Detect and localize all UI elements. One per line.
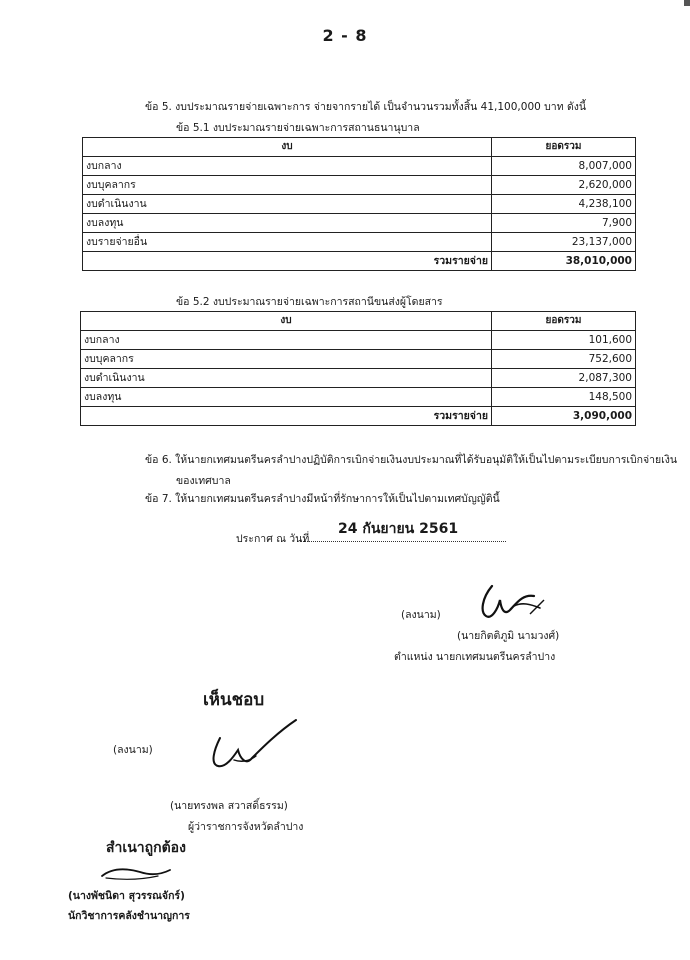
clause-6-text-cont: ของเทศบาล	[176, 475, 231, 487]
row-amount: 4,238,100	[492, 195, 636, 214]
signature-governor	[200, 716, 310, 774]
row-amount: 2,087,300	[492, 369, 636, 388]
table-row	[81, 350, 636, 369]
announce-date: 24 กันยายน 2561	[338, 521, 459, 537]
budget-table-5-2	[80, 311, 636, 426]
total-label: รวมรายจ่าย	[81, 407, 492, 426]
row-amount: 148,500	[492, 388, 636, 407]
announce-label: ประกาศ ณ วันที่	[236, 533, 310, 545]
row-amount: 101,600	[492, 331, 636, 350]
sign-label-governor: (ลงนาม)	[113, 744, 153, 756]
signer-position-certifier: นักวิชาการคลังชำนาญการ	[68, 910, 190, 922]
row-amount: 7,900	[492, 214, 636, 233]
table-row	[83, 214, 636, 233]
certified-heading: สำเนาถูกต้อง	[106, 840, 186, 856]
table-row	[81, 331, 636, 350]
table-total-row	[83, 252, 636, 271]
total-amount: 3,090,000	[492, 407, 636, 426]
row-label: งบบุคลากร	[81, 350, 492, 369]
table-header-row	[81, 312, 636, 331]
signer-name-governor: (นายทรงพล สวาสดิ์ธรรม)	[170, 800, 288, 812]
row-label: งบลงทุน	[81, 388, 492, 407]
clause-6-text: ข้อ 6. ให้นายกเทศมนตรีนครลำปางปฏิบัติการเบิกจ่ายเงินงบประมาณที่ได้รับอนุมัติให้เป็นไปตามระเบียบการเบิกจ่ายเงิน	[145, 454, 678, 466]
row-label: งบกลาง	[83, 157, 492, 176]
table-header-row	[83, 138, 636, 157]
signer-name-certifier: (นางพัชนิดา สุวรรณจักร์)	[68, 890, 185, 902]
row-label: งบกลาง	[81, 331, 492, 350]
row-amount: 23,137,000	[492, 233, 636, 252]
signer-position-governor: ผู้ว่าราชการจังหวัดลำปาง	[188, 821, 304, 833]
total-label: รวมรายจ่าย	[83, 252, 492, 271]
signer-name-mayor: (นายกิตติภูมิ นามวงศ์)	[457, 630, 560, 642]
table-row	[83, 195, 636, 214]
signature-certifier	[96, 862, 176, 884]
scan-corner-mark	[684, 0, 690, 6]
table-row	[83, 157, 636, 176]
table-row	[83, 233, 636, 252]
column-header-total: ยอดรวม	[492, 312, 636, 331]
signer-position-mayor: ตำแหน่ง นายกเทศมนตรีนครลำปาง	[394, 651, 556, 663]
row-label: งบรายจ่ายอื่น	[83, 233, 492, 252]
column-header-item: งบ	[81, 312, 492, 331]
sign-label-mayor: (ลงนาม)	[401, 609, 441, 621]
column-header-item: งบ	[83, 138, 492, 157]
row-label: งบบุคลากร	[83, 176, 492, 195]
row-amount: 2,620,000	[492, 176, 636, 195]
row-label: งบดำเนินงาน	[83, 195, 492, 214]
budget-table-5-1	[82, 137, 636, 271]
table-total-row	[81, 407, 636, 426]
section-5-2-title: ข้อ 5.2 งบประมาณรายจ่ายเฉพาะการสถานีขนส่งผู้โดยสาร	[176, 296, 443, 308]
table-row	[81, 388, 636, 407]
row-label: งบลงทุน	[83, 214, 492, 233]
row-amount: 8,007,000	[492, 157, 636, 176]
section-5-1-title: ข้อ 5.1 งบประมาณรายจ่ายเฉพาะการสถานธนานุบาล	[176, 122, 420, 134]
page-number: 2 - 8	[322, 26, 368, 45]
table-row	[83, 176, 636, 195]
clause-7-text: ข้อ 7. ให้นายกเทศมนตรีนครลำปางมีหน้าที่รักษาการให้เป็นไปตามเทศบัญญัตินี้	[145, 493, 500, 505]
approve-heading: เห็นชอบ	[203, 690, 265, 710]
signature-mayor	[470, 578, 580, 628]
row-label: งบดำเนินงาน	[81, 369, 492, 388]
column-header-total: ยอดรวม	[492, 138, 636, 157]
clause-5-text: ข้อ 5. งบประมาณรายจ่ายเฉพาะการ จ่ายจากรายได้ เป็นจำนวนรวมทั้งสิ้น 41,100,000 บาท ดังนี้	[145, 101, 587, 113]
date-dotted-line	[300, 541, 506, 542]
row-amount: 752,600	[492, 350, 636, 369]
table-row	[81, 369, 636, 388]
total-amount: 38,010,000	[492, 252, 636, 271]
